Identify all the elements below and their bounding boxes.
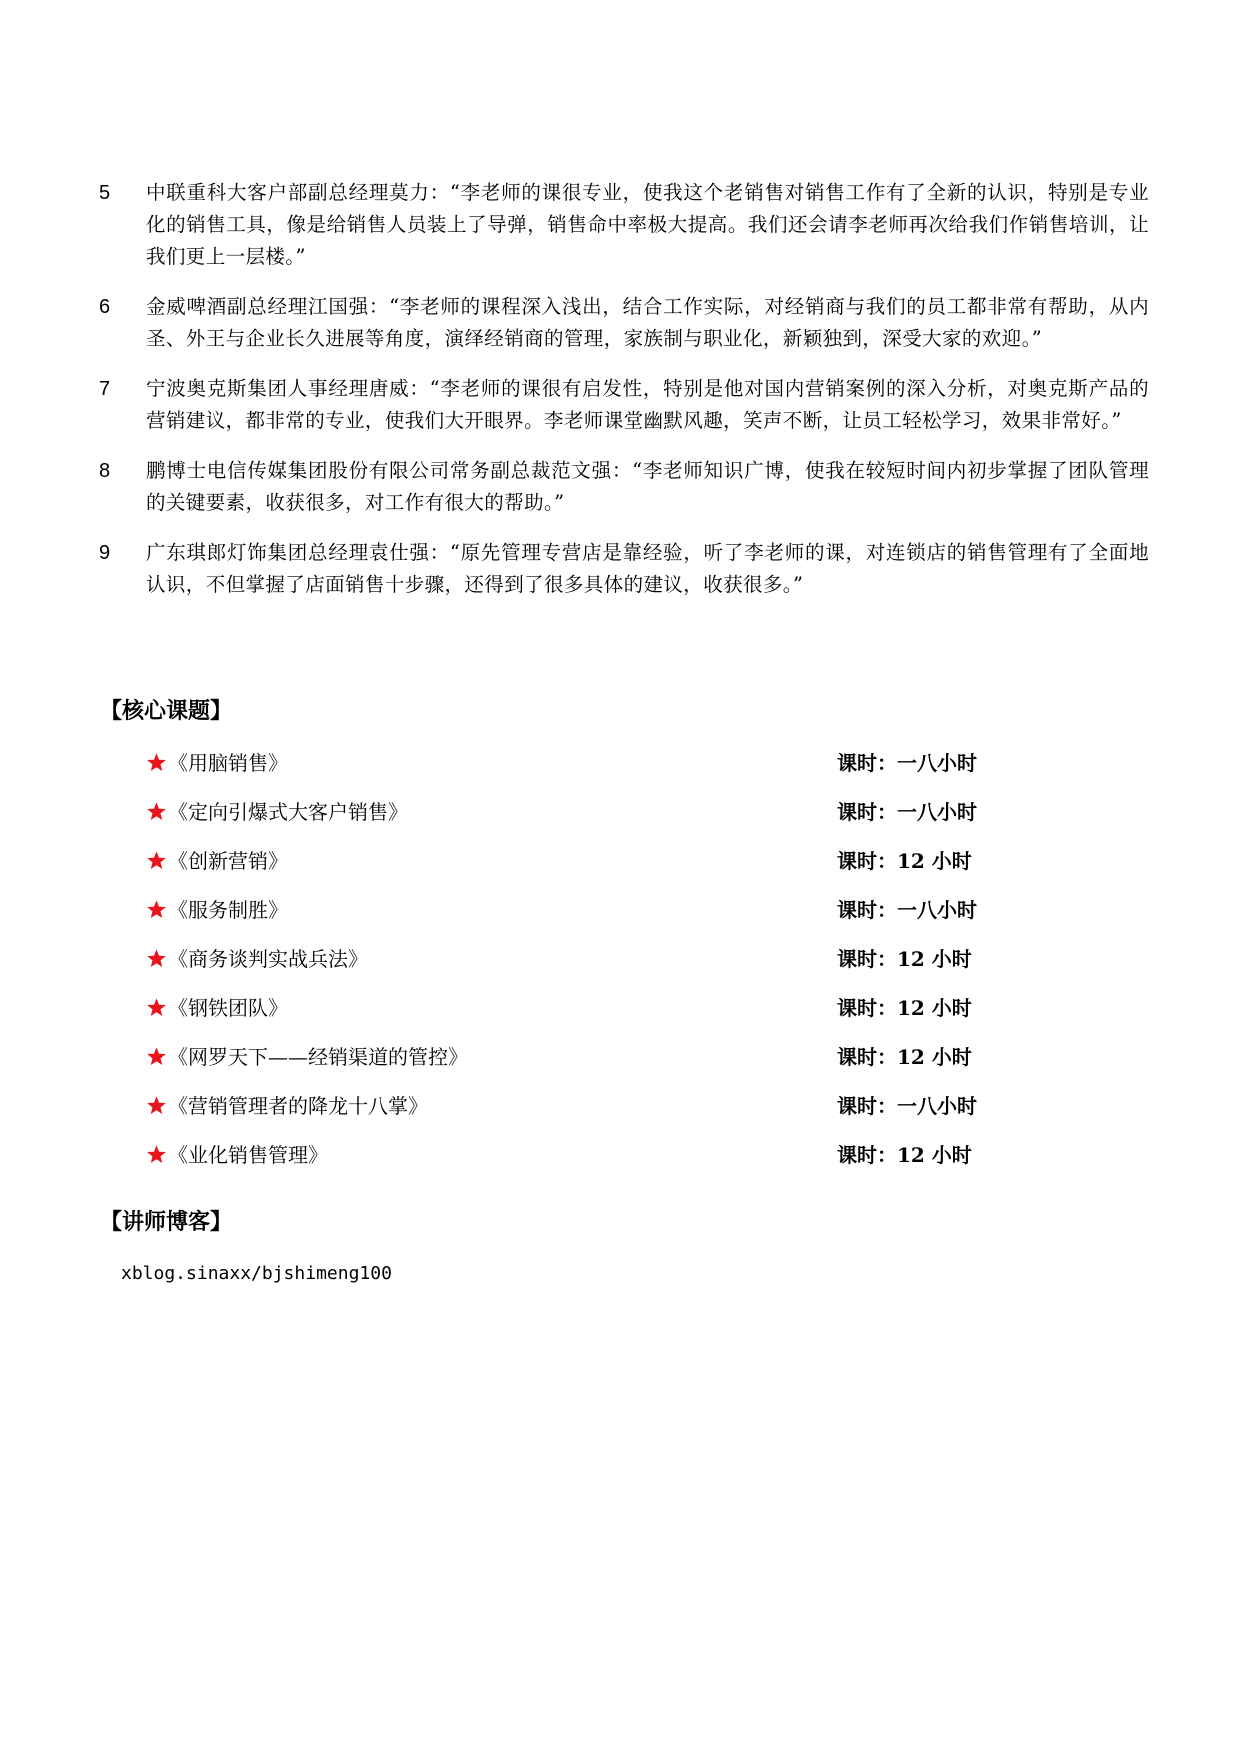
core-topics-heading: 【核心课题】 <box>100 699 233 724</box>
testimonial-text: 宁波奥克斯集团人事经理唐威：“李老师的课很有启发性，特别是他对国内营销案例的深入分析，对奥克斯产品的营销建议，都非常的专业，使我们大开眼界。李老师课堂幽默风趣，笑声不断，让员工轻松学习，效果非常好。” <box>146 377 1149 432</box>
course-hours: 课时：一八小时 <box>837 751 977 775</box>
blog-heading: 【讲师博客】 <box>100 1210 233 1235</box>
course-title: 《定向引爆式大客户销售》 <box>168 800 408 824</box>
testimonial-number: 7 <box>99 378 111 400</box>
course-title: 《网罗天下——经销渠道的管控》 <box>168 1045 468 1069</box>
testimonial-item <box>99 177 1149 273</box>
testimonial-item <box>99 537 1149 601</box>
course-title: 《商务谈判实战兵法》 <box>168 947 368 971</box>
course-item <box>146 748 1046 797</box>
testimonial-number: 6 <box>99 296 111 318</box>
blog-url[interactable]: xblog.sinaxx/bjshimeng100 <box>121 1263 392 1284</box>
testimonial-item <box>99 291 1149 355</box>
course-hours: 课时：12 小时 <box>837 1045 972 1069</box>
course-item <box>146 1042 1046 1091</box>
course-item <box>146 1140 1046 1189</box>
testimonial-number: 8 <box>99 460 111 482</box>
testimonial-list <box>99 177 1149 619</box>
testimonial-text: 中联重科大客户部副总经理莫力：“李老师的课很专业，使我这个老销售对销售工作有了全新的认识，特别是专业化的销售工具，像是给销售人员装上了导弹，销售命中率极大提高。我们还会请李老师再次给我们作销售培训，让我们更上一层楼。” <box>146 181 1149 268</box>
testimonial-number: 5 <box>99 182 111 204</box>
course-item <box>146 944 1046 993</box>
testimonial-item <box>99 373 1149 437</box>
star-icon <box>146 801 167 822</box>
course-title: 《创新营销》 <box>168 849 288 873</box>
course-hours: 课时：一八小时 <box>837 800 977 824</box>
star-icon <box>146 1144 167 1165</box>
course-title: 《用脑销售》 <box>168 751 288 775</box>
course-hours: 课时：12 小时 <box>837 849 972 873</box>
course-item <box>146 1091 1046 1140</box>
course-item <box>146 846 1046 895</box>
testimonial-text: 金威啤酒副总经理江国强：“李老师的课程深入浅出，结合工作实际，对经销商与我们的员工都非常有帮助，从内圣、外王与企业长久进展等角度，演绎经销商的管理，家族制与职业化，新颖独到，深受大家的欢迎。” <box>146 295 1149 350</box>
star-icon <box>146 1046 167 1067</box>
star-icon <box>146 899 167 920</box>
course-hours: 课时：一八小时 <box>837 1094 977 1118</box>
course-title: 《业化销售管理》 <box>168 1143 328 1167</box>
star-icon <box>146 850 167 871</box>
testimonial-item <box>99 455 1149 519</box>
course-title: 《营销管理者的降龙十八掌》 <box>168 1094 428 1118</box>
star-icon <box>146 752 167 773</box>
course-item <box>146 797 1046 846</box>
star-icon <box>146 1095 167 1116</box>
course-hours: 课时：12 小时 <box>837 1143 972 1167</box>
course-list <box>146 748 1046 1189</box>
course-item <box>146 895 1046 944</box>
star-icon <box>146 997 167 1018</box>
course-title: 《钢铁团队》 <box>168 996 288 1020</box>
testimonial-text: 鹏博士电信传媒集团股份有限公司常务副总裁范文强：“李老师知识广博，使我在较短时间内初步掌握了团队管理的关键要素，收获很多，对工作有很大的帮助。” <box>146 459 1149 514</box>
star-icon <box>146 948 167 969</box>
course-title: 《服务制胜》 <box>168 898 288 922</box>
course-hours: 课时：一八小时 <box>837 898 977 922</box>
testimonial-text: 广东琪郎灯饰集团总经理袁仕强：“原先管理专营店是靠经验，听了李老师的课，对连锁店的销售管理有了全面地认识，不但掌握了店面销售十步骤，还得到了很多具体的建议，收获很多。” <box>146 541 1149 596</box>
course-hours: 课时：12 小时 <box>837 996 972 1020</box>
course-hours: 课时：12 小时 <box>837 947 972 971</box>
course-item <box>146 993 1046 1042</box>
testimonial-number: 9 <box>99 542 111 564</box>
